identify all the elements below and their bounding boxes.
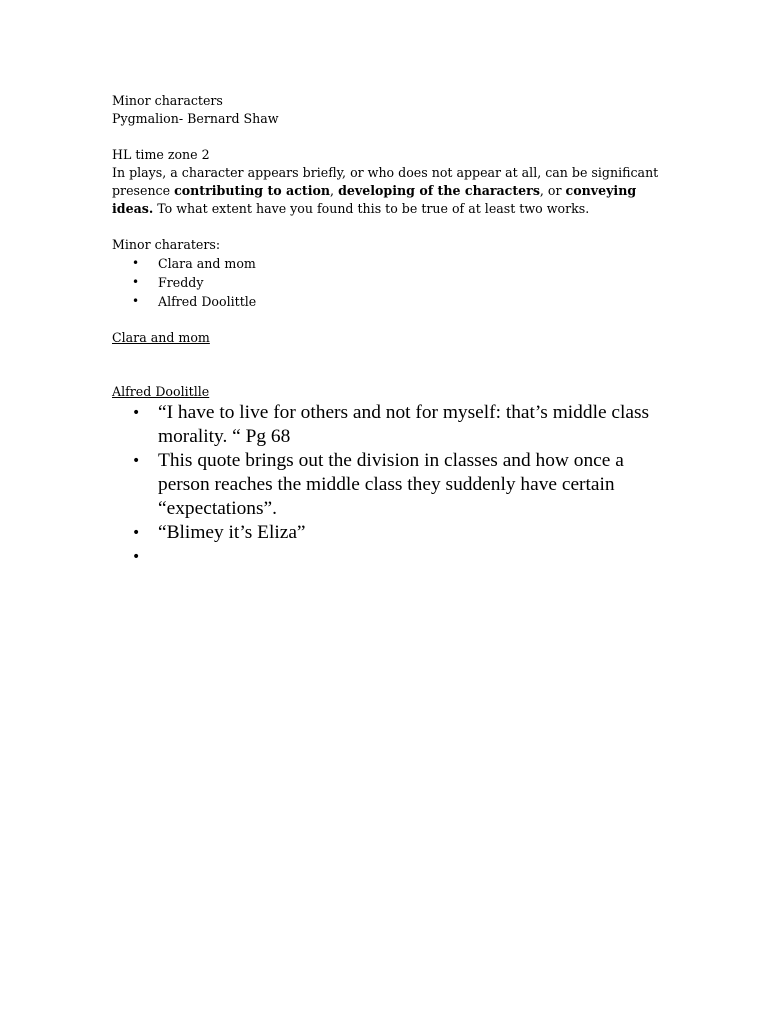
prompt-text-2: ,	[330, 183, 339, 198]
document-subtitle: Pygmalion- Bernard Shaw	[112, 111, 279, 126]
prompt-bold-1: contributing to action	[174, 183, 331, 198]
spacer	[112, 311, 672, 329]
list-item: • “I have to live for others and not for myself: that’s middle class morality. “ Pg 68	[132, 401, 662, 449]
list-item-empty	[132, 545, 662, 569]
prompt-text-3: , or	[539, 183, 566, 198]
section-heading-alfred: Alfred Doolitlle	[112, 384, 210, 399]
minor-characters-list	[112, 254, 672, 311]
prompt-text-1: In plays, a character appears briefly, or who does not appear at all, can be significant presence	[112, 165, 659, 198]
minor-characters-heading: Minor charaters:	[112, 237, 221, 252]
section-heading-clara: Clara and mom	[112, 330, 210, 345]
list-item: • “Blimey it’s Eliza”	[132, 521, 662, 545]
list-item: • Freddy	[132, 273, 672, 292]
prompt-bold-2: developing of the characters	[338, 183, 540, 198]
spacer	[112, 218, 672, 236]
document-title: Minor characters	[112, 93, 223, 108]
prompt-paragraph	[112, 164, 660, 218]
list-item: • Clara and mom	[132, 254, 672, 273]
alfred-points-list	[112, 401, 662, 569]
prompt-text-4: To what extent have you found this to be true of at least two works.	[153, 201, 590, 216]
prompt-bold-3: conveying ideas.	[112, 183, 637, 216]
document-page	[112, 92, 672, 569]
prompt-label: HL time zone 2	[112, 147, 210, 162]
spacer	[112, 347, 672, 383]
list-item: • Alfred Doolittle	[132, 292, 672, 311]
list-item: • This quote brings out the division in classes and how once a person reaches the middle class they suddenly have certain “expectations”.	[132, 449, 662, 521]
spacer	[112, 128, 672, 146]
